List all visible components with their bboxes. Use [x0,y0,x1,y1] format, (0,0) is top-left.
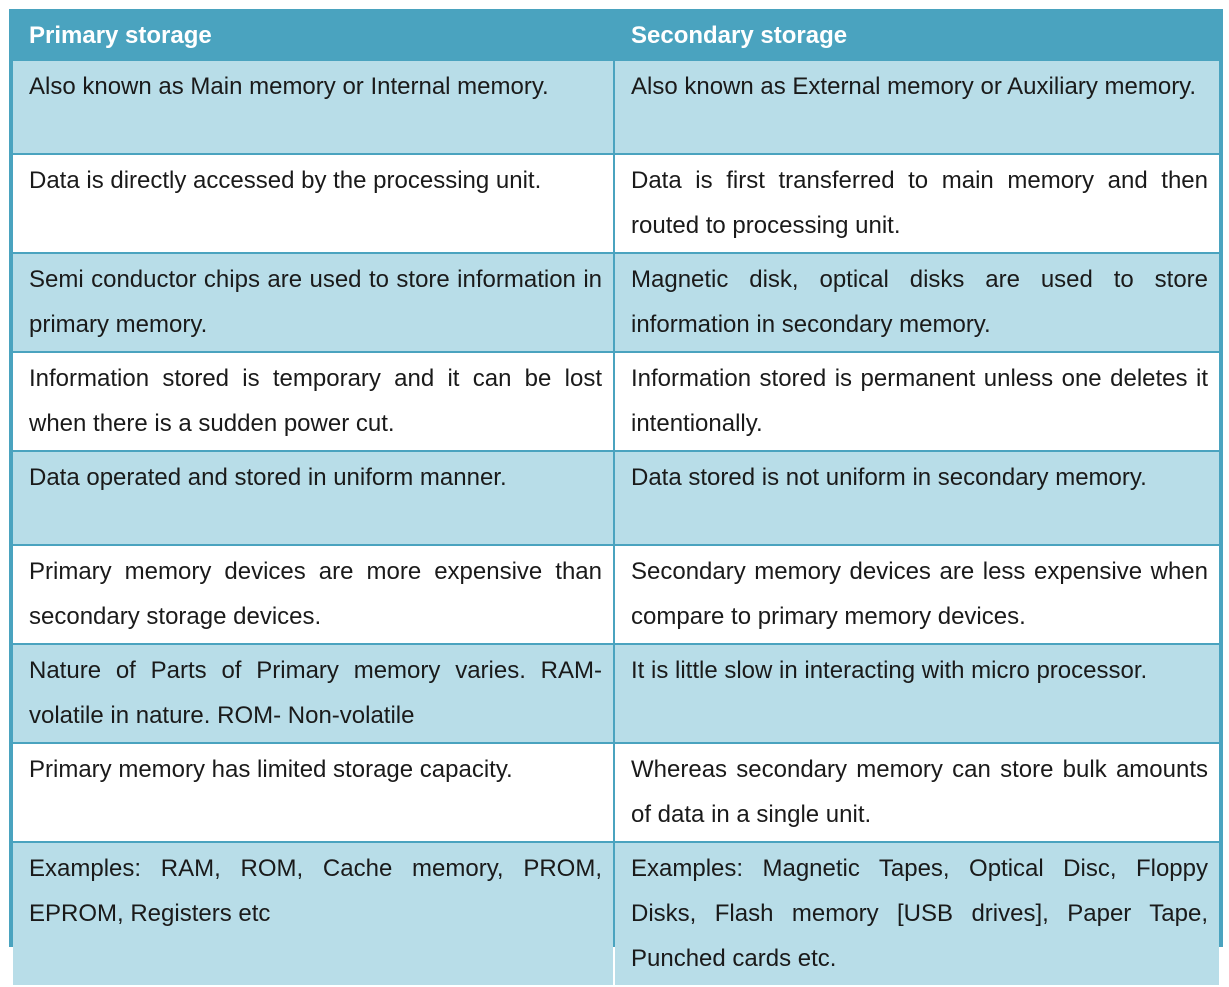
secondary-cell: Whereas secondary memory can store bulk amounts of data in a single unit. [615,744,1219,841]
primary-cell: Data is directly accessed by the processing unit. [13,155,613,252]
table-row [13,744,1219,841]
table-row [13,61,1219,153]
header-secondary-storage: Secondary storage [615,13,1219,59]
table-row [13,546,1219,643]
table-row [13,645,1219,742]
secondary-cell: Examples: Magnetic Tapes, Optical Disc, Floppy Disks, Flash memory [USB drives], Paper Tape, Punched cards etc. [615,843,1219,985]
table-row [13,843,1219,985]
secondary-cell: Also known as External memory or Auxiliary memory. [615,61,1219,153]
primary-cell: Data operated and stored in uniform manner. [13,452,613,544]
secondary-cell: Information stored is permanent unless one deletes it intentionally. [615,353,1219,450]
header-primary-storage: Primary storage [13,13,613,59]
table-row [13,353,1219,450]
secondary-cell: Data stored is not uniform in secondary memory. [615,452,1219,544]
header-row [13,13,1219,59]
primary-cell: Information stored is temporary and it can be lost when there is a sudden power cut. [13,353,613,450]
secondary-cell: Secondary memory devices are less expensive when compare to primary memory devices. [615,546,1219,643]
primary-cell: Semi conductor chips are used to store information in primary memory. [13,254,613,351]
primary-cell: Nature of Parts of Primary memory varies. RAM- volatile in nature. ROM- Non-volatile [13,645,613,742]
table-row [13,254,1219,351]
primary-cell: Primary memory has limited storage capacity. [13,744,613,841]
secondary-cell: It is little slow in interacting with micro processor. [615,645,1219,742]
primary-cell: Examples: RAM, ROM, Cache memory, PROM, EPROM, Registers etc [13,843,613,985]
comparison-table-frame [9,9,1223,972]
table-row [13,452,1219,544]
comparison-table [11,11,1221,987]
secondary-cell: Magnetic disk, optical disks are used to store information in secondary memory. [615,254,1219,351]
table-row [13,155,1219,252]
primary-cell: Also known as Main memory or Internal memory. [13,61,613,153]
secondary-cell: Data is first transferred to main memory and then routed to processing unit. [615,155,1219,252]
primary-cell: Primary memory devices are more expensive than secondary storage devices. [13,546,613,643]
